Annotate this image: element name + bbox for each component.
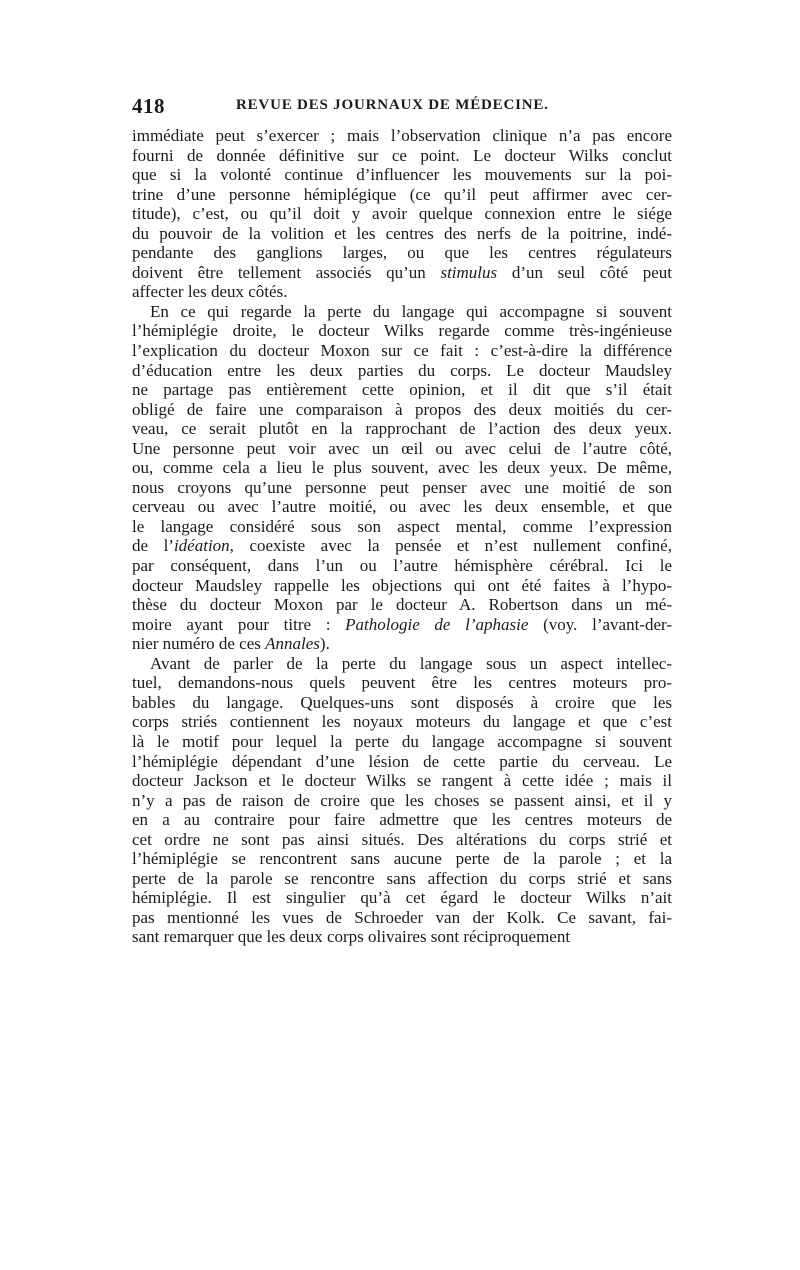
text-line: fourni de donnée définitive sur ce point. Le docteur Wilks conclut: [132, 145, 672, 165]
body-text: [132, 126, 672, 947]
text-line: pas mentionné les vues de Schroeder van der Kolk. Ce savant, fai-: [132, 907, 672, 927]
text-line: d’éducation entre les deux parties du corps. Le docteur Maudsley: [132, 360, 672, 380]
text-line: corps striés contiennent les noyaux moteurs du langage et que c’est: [132, 712, 672, 732]
text-line: nous croyons qu’une personne peut penser avec une moitié de son: [132, 477, 672, 497]
text-line: ou, comme cela a lieu le plus souvent, avec les deux yeux. De même,: [132, 458, 672, 478]
page-number: 418: [132, 94, 165, 118]
text-line: thèse du docteur Moxon par le docteur A. Robertson dans un mé-: [132, 595, 672, 615]
text-line: doivent être tellement associés qu’un stimulus d’un seul côté peut: [132, 262, 672, 282]
text-line: veau, ce serait plutôt en la rapprochant de l’action des deux yeux.: [132, 419, 672, 439]
text-line: docteur Jackson et le docteur Wilks se rangent à cette idée ; mais il: [132, 771, 672, 791]
text-line: Avant de parler de la perte du langage sous un aspect intellec-: [150, 653, 672, 673]
page-header: [132, 94, 672, 118]
text-line: du pouvoir de la volition et les centres des nerfs de la poitrine, indé-: [132, 223, 672, 243]
text-line: sant remarquer que les deux corps olivaires sont réciproquement: [132, 927, 571, 947]
text-line: tuel, demandons-nous quels peuvent être les centres moteurs pro-: [132, 673, 672, 693]
text-line: le langage considéré sous son aspect mental, comme l’expression: [132, 516, 672, 536]
text-line: En ce qui regarde la perte du langage qui accompagne si souvent: [150, 301, 672, 321]
text-line: l’hémiplégie se rencontrent sans aucune perte de la parole ; et la: [132, 849, 672, 869]
paragraph: [132, 126, 672, 302]
text-line: hémiplégie. Il est singulier qu’à cet égard le docteur Wilks n’ait: [132, 888, 672, 908]
text-line: immédiate peut s’exercer ; mais l’observation clinique n’a pas encore: [132, 126, 672, 145]
text-line: trine d’une personne hémiplégique (ce qu’il peut affirmer avec cer-: [132, 184, 672, 204]
text-line: moire ayant pour titre : Pathologie de l’aphasie (voy. l’avant-der-: [132, 614, 672, 634]
text-line: docteur Maudsley rappelle les objections qui ont été faites à l’hypo-: [132, 575, 672, 595]
text-line: perte de la parole se rencontre sans affection du corps strié et sans: [132, 868, 672, 888]
text-line: cet ordre ne sont pas ainsi situés. Des altérations du corps strié et: [132, 829, 672, 849]
text-line: affecter les deux côtés.: [132, 282, 288, 302]
text-line: en a au contraire pour faire admettre que les centres moteurs de: [132, 810, 672, 830]
text-line: n’y a pas de raison de croire que les choses se passent ainsi, et il y: [132, 790, 672, 810]
text-line: nier numéro de ces Annales).: [132, 634, 330, 654]
running-head: REVUE DES JOURNAUX DE MÉDECINE.: [236, 97, 549, 113]
text-line: ne partage pas entièrement cette opinion, et il dit que s’il était: [132, 380, 672, 400]
text-line: que si la volonté continue d’influencer les mouvements sur la poi-: [132, 165, 672, 185]
paragraph: [132, 302, 672, 654]
text-line: l’hémiplégie droite, le docteur Wilks regarde comme très-ingénieuse: [132, 321, 672, 341]
text-line: obligé de faire une comparaison à propos des deux moitiés du cer-: [132, 399, 672, 419]
text-line: titude), c’est, ou qu’il doit y avoir quelque connexion entre le siége: [132, 204, 672, 224]
text-line: l’explication du docteur Moxon sur ce fait : c’est-à-dire la différence: [132, 341, 672, 361]
text-line: de l’idéation, coexiste avec la pensée et n’est nullement confiné,: [132, 536, 672, 556]
text-line: Une personne peut voir avec un œil ou avec celui de l’autre côté,: [132, 438, 672, 458]
text-line: par conséquent, dans l’un ou l’autre hémisphère cérébral. Ici le: [132, 556, 672, 576]
text-line: bables du langage. Quelques-uns sont disposés à croire que les: [132, 692, 672, 712]
text-line: cerveau ou avec l’autre moitié, ou avec les deux ensemble, et que: [132, 497, 672, 517]
text-line: l’hémiplégie dépendant d’une lésion de cette partie du cerveau. Le: [132, 751, 672, 771]
text-line: pendante des ganglions larges, ou que les centres régulateurs: [132, 243, 672, 263]
text-line: là le motif pour lequel la perte du langage accompagne si souvent: [132, 731, 672, 751]
paragraph: [132, 654, 672, 947]
